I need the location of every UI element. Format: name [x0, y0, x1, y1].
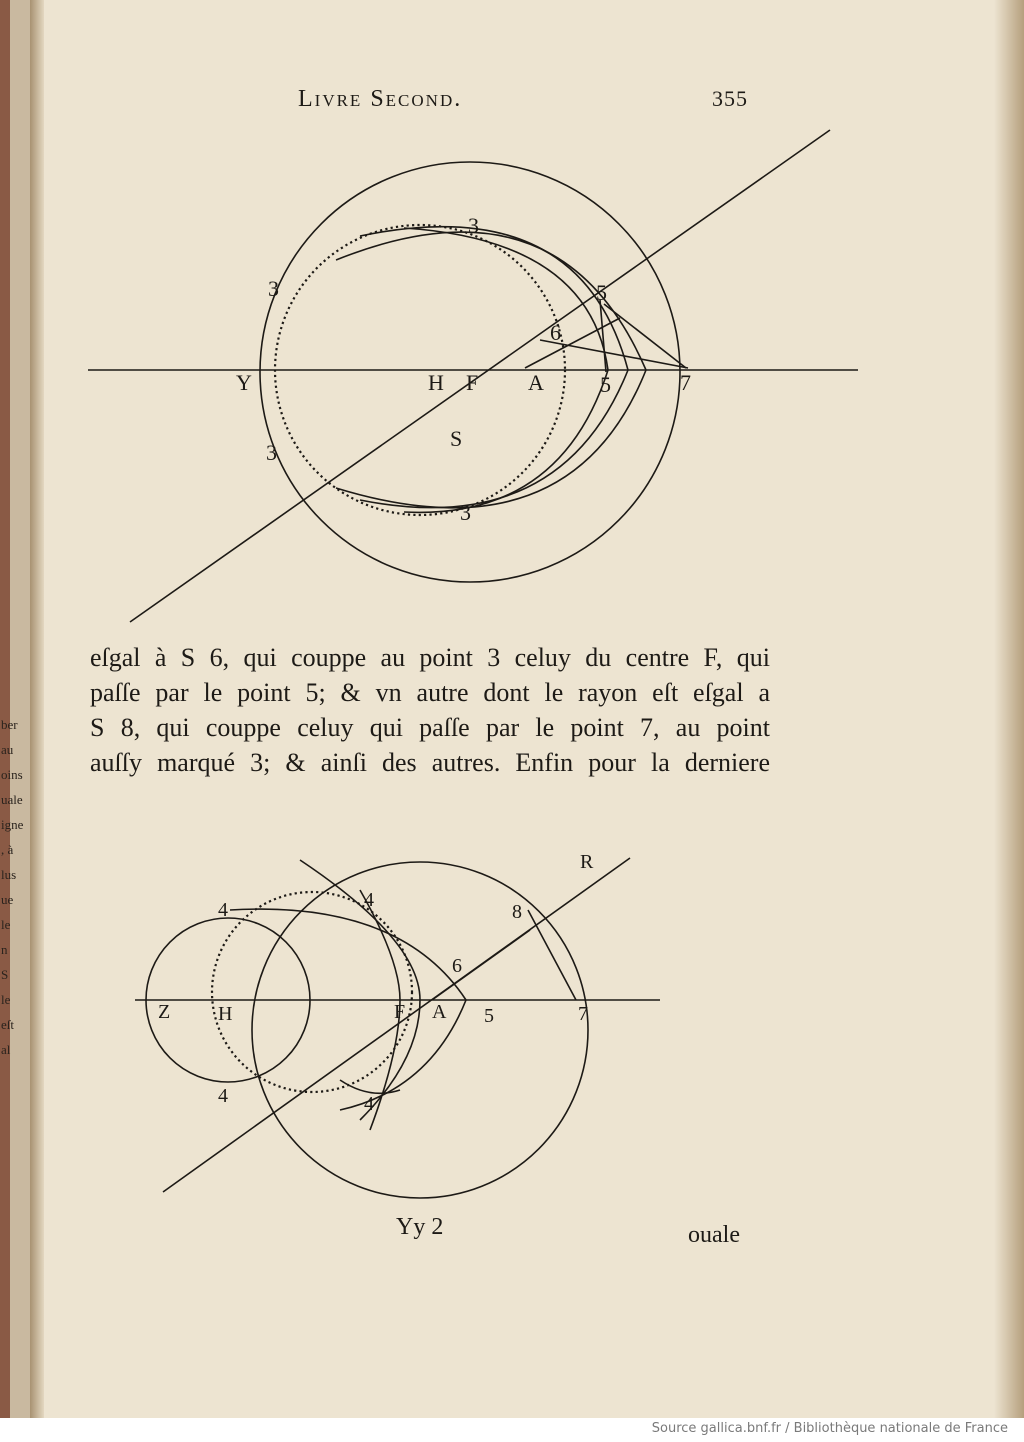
margin-fragment: n	[1, 942, 8, 957]
margin-fragment: igne	[1, 817, 24, 832]
figure-bottom-dotted-circle	[212, 892, 412, 1092]
figure-bottom-chord-1	[432, 930, 530, 1000]
figure-bottom-label: Z	[158, 1001, 171, 1023]
page-number: 355	[712, 86, 748, 111]
figure-top-label: H	[428, 370, 444, 395]
figure-bottom-label: F	[394, 1001, 406, 1023]
catchword: ouale	[688, 1222, 740, 1248]
margin-fragment: uale	[1, 792, 23, 807]
figure-top-label: F	[466, 370, 479, 395]
margin-fragment: al	[1, 1042, 11, 1057]
figure-top-label: 3	[266, 440, 277, 465]
figure-bottom-label: H	[218, 1003, 233, 1025]
figure-top-label: S	[450, 426, 463, 451]
running-head: Livre Second.	[298, 86, 463, 112]
figure-top-label: Y	[236, 370, 252, 395]
figure-bottom-label: 7	[578, 1003, 588, 1025]
margin-fragment: lus	[1, 867, 17, 882]
figure-bottom-label: 4	[218, 899, 228, 921]
text-line: auſſy marqué 3; & ainſi des autres. Enfin pour la derniere	[90, 748, 770, 777]
figure-bottom-label: 6	[452, 955, 462, 977]
figure-bottom-label: A	[432, 1001, 447, 1023]
signature-mark: Yy 2	[396, 1214, 444, 1240]
margin-fragment: le	[1, 917, 11, 932]
margin-fragment: le	[1, 992, 11, 1007]
figure-top-label: 3	[468, 213, 479, 238]
text-line: S 8, qui couppe celuy qui paſſe par le point 7, au point	[90, 713, 770, 742]
figure-bottom-diagonal	[163, 858, 630, 1192]
figure-bottom-large-circle	[252, 862, 588, 1198]
figure-top-label: 3	[460, 500, 471, 525]
margin-fragment: ue	[1, 892, 14, 907]
margin-fragment: au	[1, 742, 14, 757]
figure-bottom-label: 4	[364, 889, 374, 911]
figure-top-label: 6	[550, 320, 561, 345]
margin-fragment: S	[1, 967, 9, 982]
figure-top-label: A	[528, 370, 544, 395]
margin-fragment: ber	[1, 717, 18, 732]
figure-top-label: 7	[680, 370, 691, 395]
figure-top-label: 5	[600, 372, 611, 397]
figure-bottom-label: 8	[512, 901, 522, 923]
margin-fragment: , à	[1, 842, 14, 857]
figure-bottom-label: R	[580, 851, 594, 873]
text-line: eſgal à S 6, qui couppe au point 3 celuy du centre F, qui	[90, 643, 770, 672]
figure-bottom-label: 5	[484, 1005, 494, 1027]
figure-top-label: 5	[596, 280, 607, 305]
margin-fragment: oins	[1, 767, 23, 782]
figure-top-label: 3	[268, 276, 279, 301]
source-credit: Source gallica.bnf.fr / Bibliothèque nationale de France	[651, 1421, 1008, 1436]
text-line: paſſe par le point 5; & vn autre dont le rayon eſt eſgal a	[90, 678, 770, 707]
figure-bottom-label: 4	[364, 1093, 374, 1115]
figure-bottom-chord-2	[528, 910, 576, 1000]
footer-bar	[0, 1418, 1024, 1442]
margin-fragment: eſt	[1, 1017, 14, 1032]
figure-bottom-label: 4	[218, 1085, 228, 1107]
